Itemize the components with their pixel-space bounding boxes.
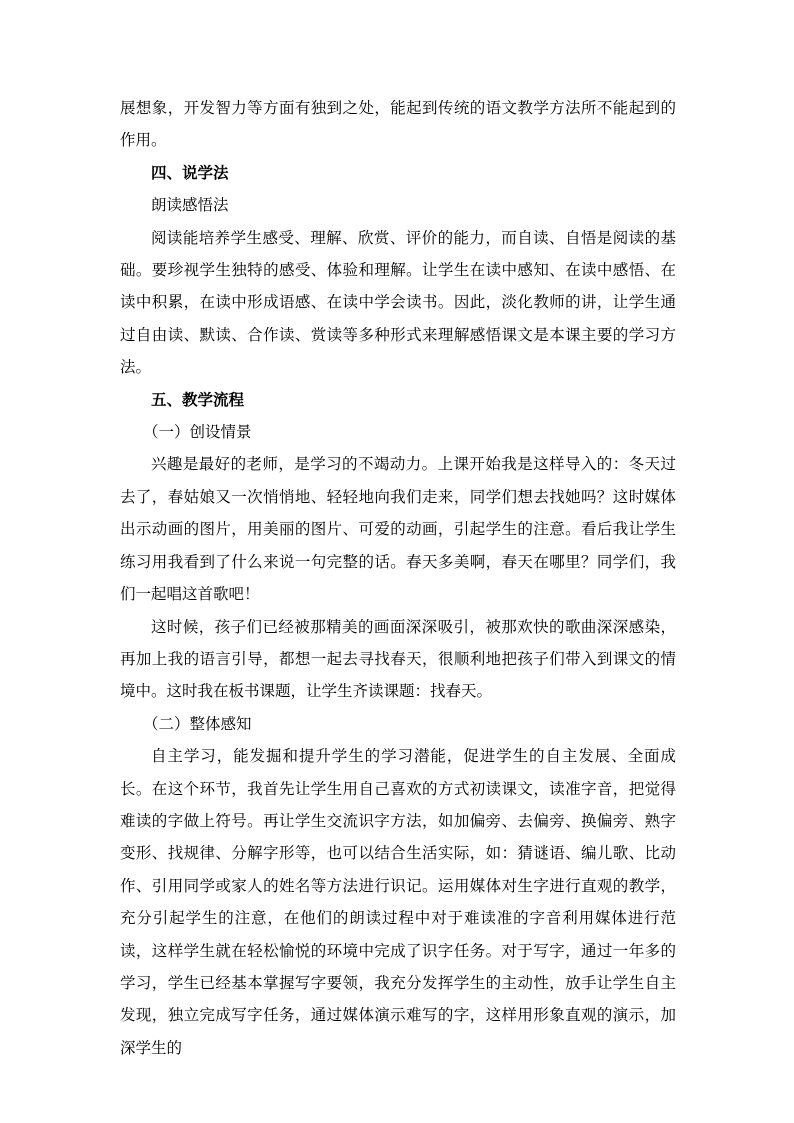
paragraph-self-study: 自主学习，能发掘和提升学生的学习潜能，促进学生的自主发展、全面成长。在这个环节，我首先让学生用自己喜欢的方式初读课文，读准字音，把觉得难读的字做上符号。再让学生交流识字方法，如加偏旁、去偏旁、换偏旁、熟字变形、找规律、分解字形等，也可以结合生活实际，如：猜谜语、编儿歌、比动作、引用同学或家人的姓名等方法进行识记。运用媒体对生字进行直观的教学，充分引起学生的注意，在他们的朗读过程中对于难读准的字音利用媒体进行范读，这样学生就在轻松愉悦的环境中完成了识字任务。对于写字，通过一年多的学习，学生已经基本掌握写字要领，我充分发挥学生的主动性，放手让学生自主发现，独立完成写字任务，通过媒体演示难写的字，这样用形象直观的演示，加深学生的 [120,747,676,1057]
paragraph-children: 这时候，孩子们已经被那精美的画面深深吸引，被那欢快的歌曲深深感染，再加上我的语言引导，都想一起去寻找春天，很顺利地把孩子们带入到课文的情境中。这时我在板书课题，让学生齐读课题：找春天。 [120,617,676,701]
document-page [120,92,676,1064]
section-heading-learning-method: 四、说学法 [151,163,229,182]
paragraph-reading-method: 阅读能培养学生感受、理解、欣赏、评价的能力，而自读、自悟是阅读的基础。要珍视学生独特的感受、体验和理解。让学生在读中感知、在读中感悟、在读中积累，在读中形成语感、在读中学会读书。因此，淡化教师的讲，让学生通过自由读、默读、合作读、赏读等多种形式来理解感悟课文是本课主要的学习方法。 [120,228,676,377]
paragraph-continuation: 展想象，开发智力等方面有独到之处，能起到传统的语文教学方法所不能起到的作用。 [120,99,676,150]
section-heading-teaching-process: 五、教学流程 [151,390,245,409]
paragraph-interest: 兴趣是最好的老师，是学习的不竭动力。上课开始我是这样导入的：冬天过去了，春姑娘又一次悄悄地、轻轻地向我们走来，同学们想去找她吗？这时媒体出示动画的图片，用美丽的图片、可爱的动画，引起学生的注意。看后我让学生练习用我看到了什么来说一句完整的话。春天多美啊，春天在哪里？同学们，我们一起唱这首歌吧！ [120,455,676,604]
method-name: 朗读感悟法 [151,196,229,215]
subheading-overall-perception: （二）整体感知 [143,714,252,733]
subheading-create-scene: （一）创设情景 [143,423,252,442]
